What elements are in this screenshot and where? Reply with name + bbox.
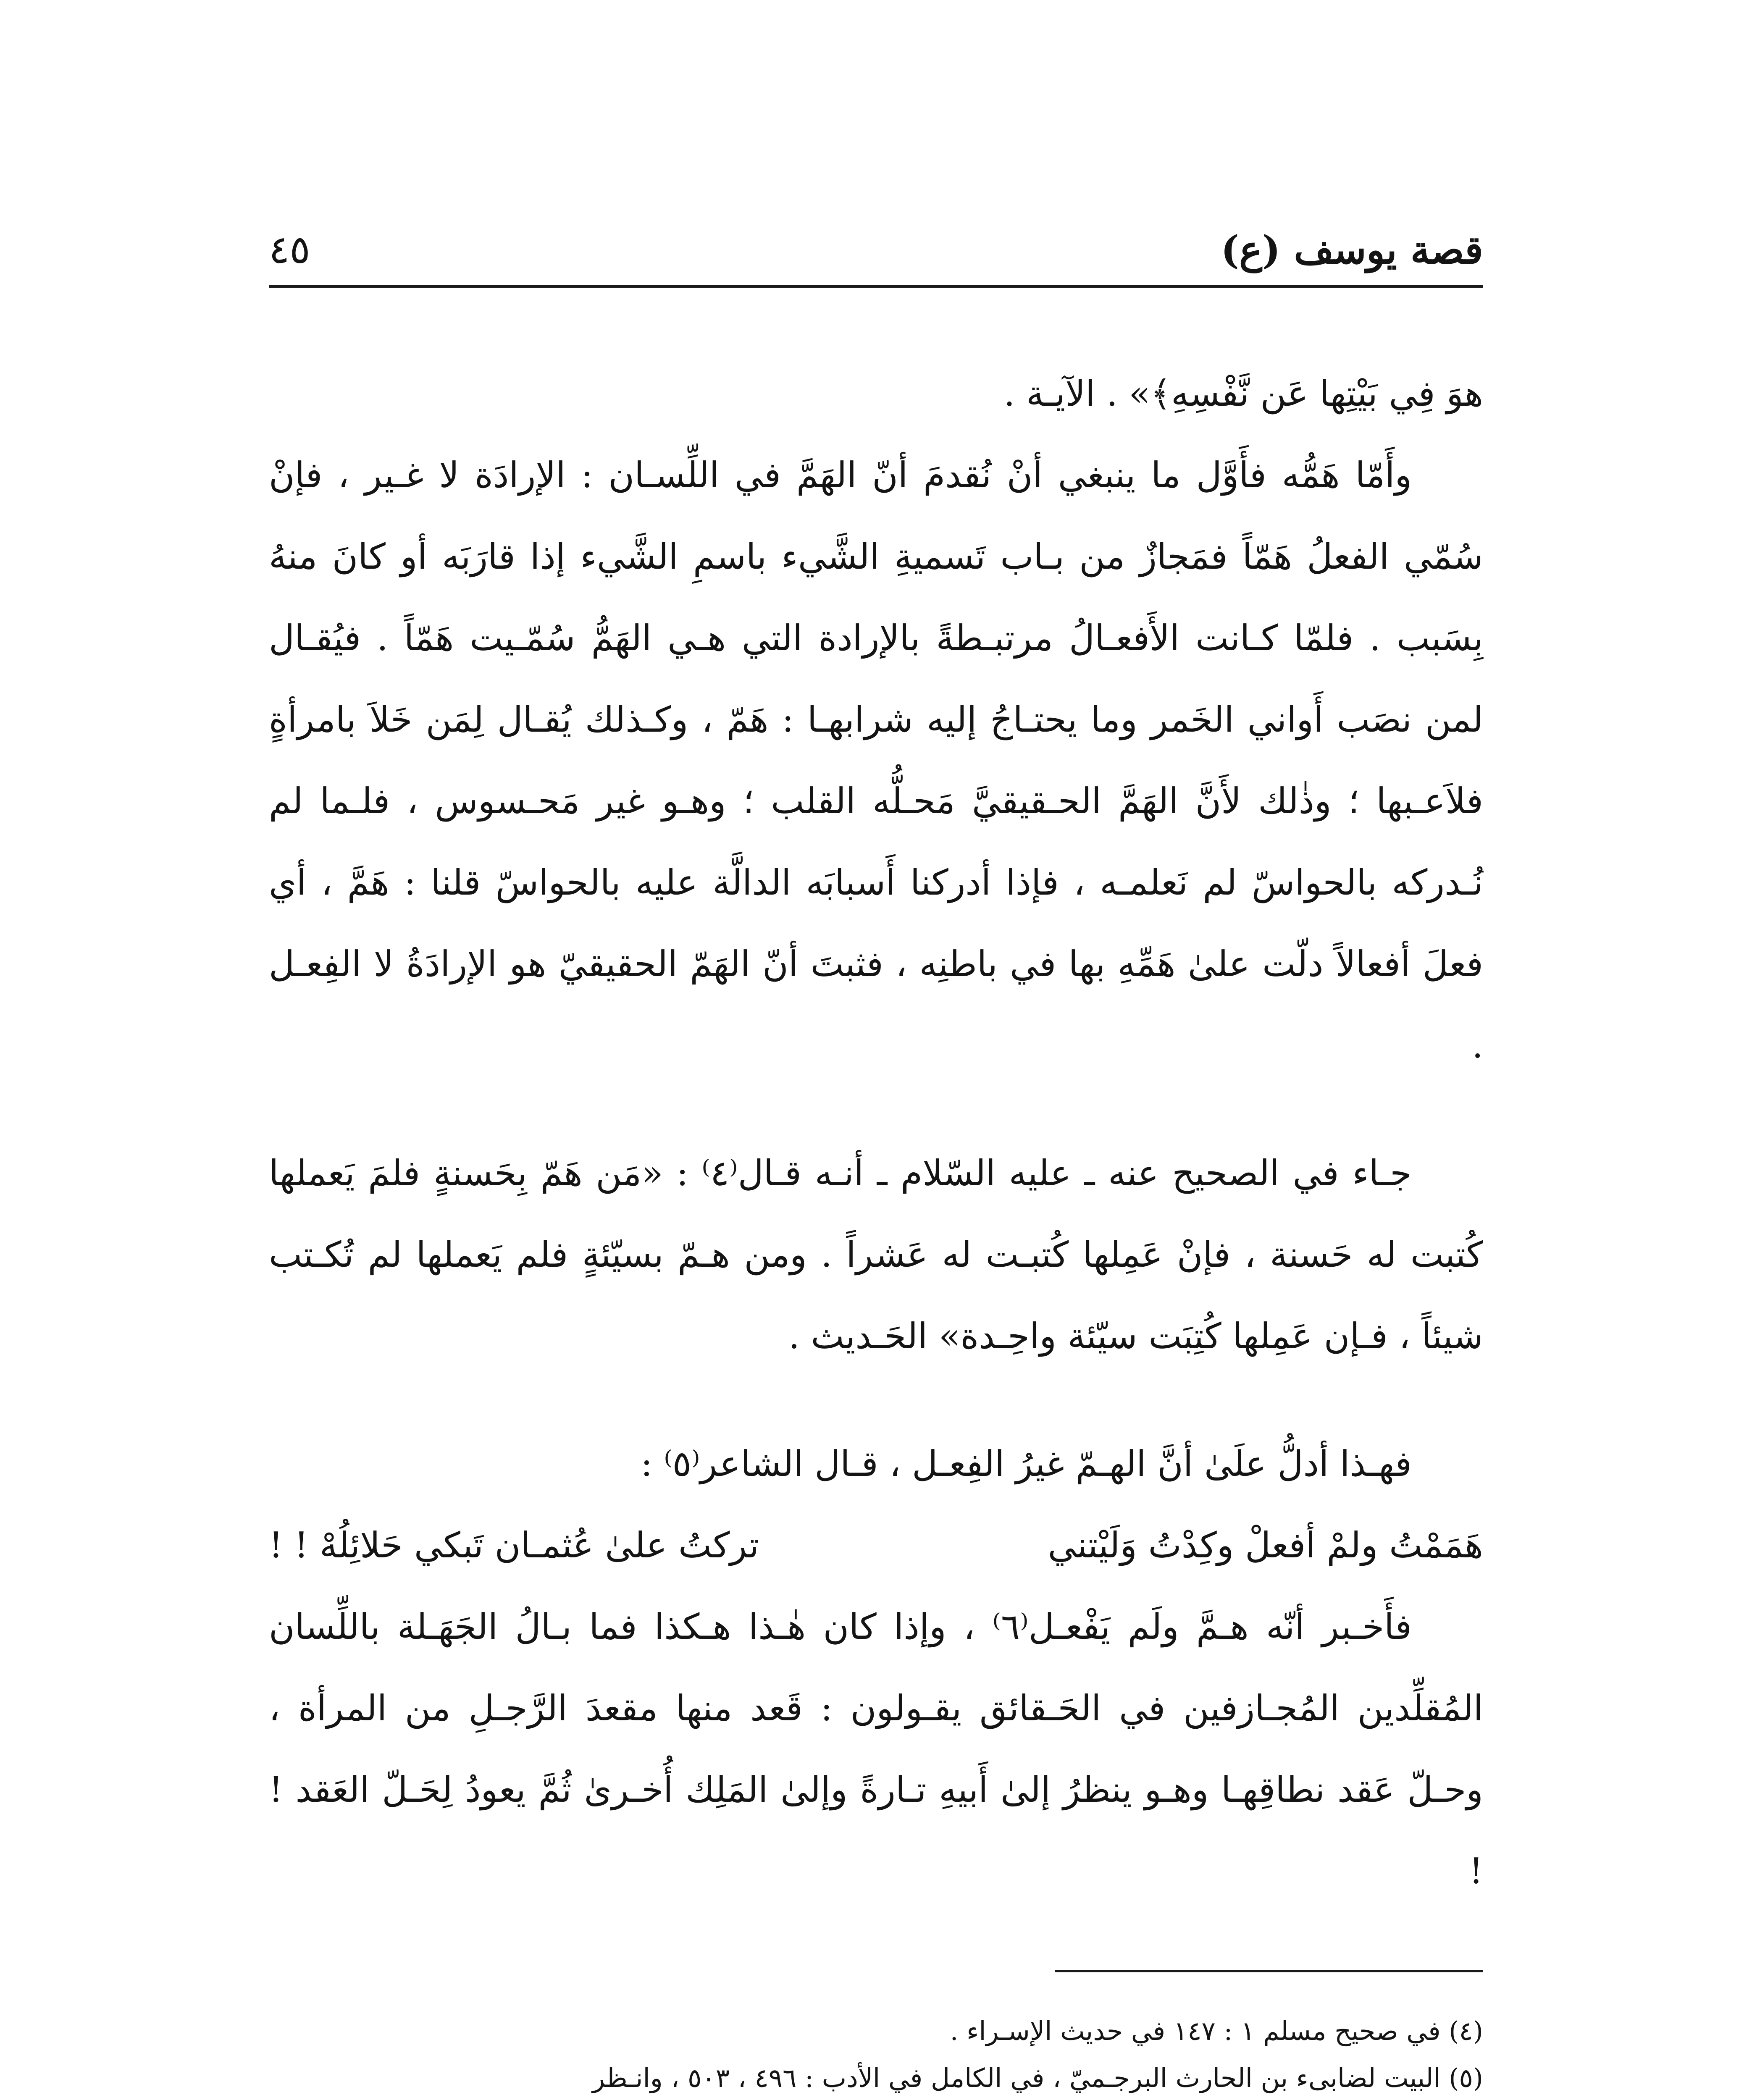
footnote-rule [1055, 1970, 1483, 1972]
footnote-4: (٤) في صحيح مسلم ١ : ١٤٧ في حديث الإسـراء . [950, 2016, 1483, 2046]
paragraph-quran-end: هوَ فِي بَيْتِها عَن نَّفْسِهِ﴾» . الآيـة . [1003, 373, 1483, 414]
footnotes [269, 2008, 1483, 2100]
poetry-verse [269, 1504, 1483, 1586]
verse-second-hemistich: تركتُ علىٰ عُثمـان تَبكي حَلائِلُهْ ! ! [269, 1525, 759, 1566]
paragraph-conclusion: فأَخـبر أنّه هـمَّ ولَم يَفْعـل⁽٦⁾ ، وإذا كان هٰـذا هـكذا فما بـالُ الجَهَـلة باللِّسان المُقلِّدين المُجـازفين في الحَـقائق يقـولون : قَعد منها مقعدَ الرَّجـلِ من المرأة ، وحـلّ عَقد نطاقِهـا وهـو ينظرُ إلىٰ أَبيهِ تـارةً وإلىٰ المَلِك أُخـرىٰ ثُمَّ يعودُ لِحَـلّ العَقد ! ! [269, 1606, 1483, 1892]
paragraph-gap [269, 1086, 1483, 1132]
verse-first-hemistich: هَمَمْتُ ولمْ أفعلْ وكِدْتُ وَلَيْتني [1048, 1525, 1483, 1566]
paragraph-gap [269, 1377, 1483, 1423]
page-number: ٤٥ [269, 227, 310, 272]
body-text [269, 353, 1483, 1912]
footnote-5: (٥) البيت لضابىء بن الحارث البرجـميّ ، في الكامل في الأدب : ٤٩٦ ، ٥٠٣ ، وانـظر [592, 2063, 1483, 2093]
paragraph-meaning-of-hamm: وأَمّا هَمُّه فأَوَّل ما ينبغي أنْ نُقدمَ أنّ الهَمَّ في اللِّسـان : الإرادَة لا غـير ، فإنْ سُمّي الفعلُ هَمّاً فمَجازٌ من بـاب تَسميةِ الشَّيء باسمِ الشَّيء إذا قارَبَه أو كانَ منهُ بِسَبب . فلمّا كـانت الأَفعـالُ مرتبـطةً بالإرادة التي هـي الهَمُّ سُمّـيت هَمّاً . فيُقـال لمن نصَب أَواني الخَمر وما يحتـاجُ إليه شرابهـا : هَمّ ، وكـذلك يُقـال لِمَن خَلاَ بامرأةٍ فلاَعـبها ؛ وذٰلك لأَنَّ الهَمَّ الحـقيقيَّ مَحـلُّه القلب ؛ وهـو غير مَحـسوس ، فلـما لم نُـدركه بالحواسّ لم نَعلمـه ، فإذا أدركنا أَسبابَه الدالَّة عليه بالحواسّ قلنا : هَمَّ ، أي فعلَ أفعالاً دلّت علىٰ هَمِّهِ بها في باطنِه ، فثبتَ أنّ الهَمّ الحقيقيّ هو الإرادَةُ لا الفِعـل . [269, 454, 1483, 1066]
paragraph-hadith: جـاء في الصحيح عنه ـ عليه السّلام ـ أنـه قـال⁽٤⁾ : «مَن هَمّ بِحَسنةٍ فلمَ يَعملها كُتبت له حَسنة ، فإنْ عَمِلها كُتبـت له عَشراً . ومن هـمّ بسيّئةٍ فلم يَعملها لم تُكـتب شيئاً ، فـإن عَمِلها كُتِبَت سيّئة واحِـدة» الحَـديث . [269, 1152, 1483, 1357]
running-title: قصة يوسف (ع) [1221, 227, 1483, 273]
header-rule [269, 285, 1483, 288]
page-header [269, 218, 1483, 290]
paragraph-poet-intro: فهـذا أدلُّ علَىٰ أنَّ الهـمّ غيرُ الفِعـل ، قـال الشاعر⁽٥⁾ : [641, 1443, 1412, 1484]
